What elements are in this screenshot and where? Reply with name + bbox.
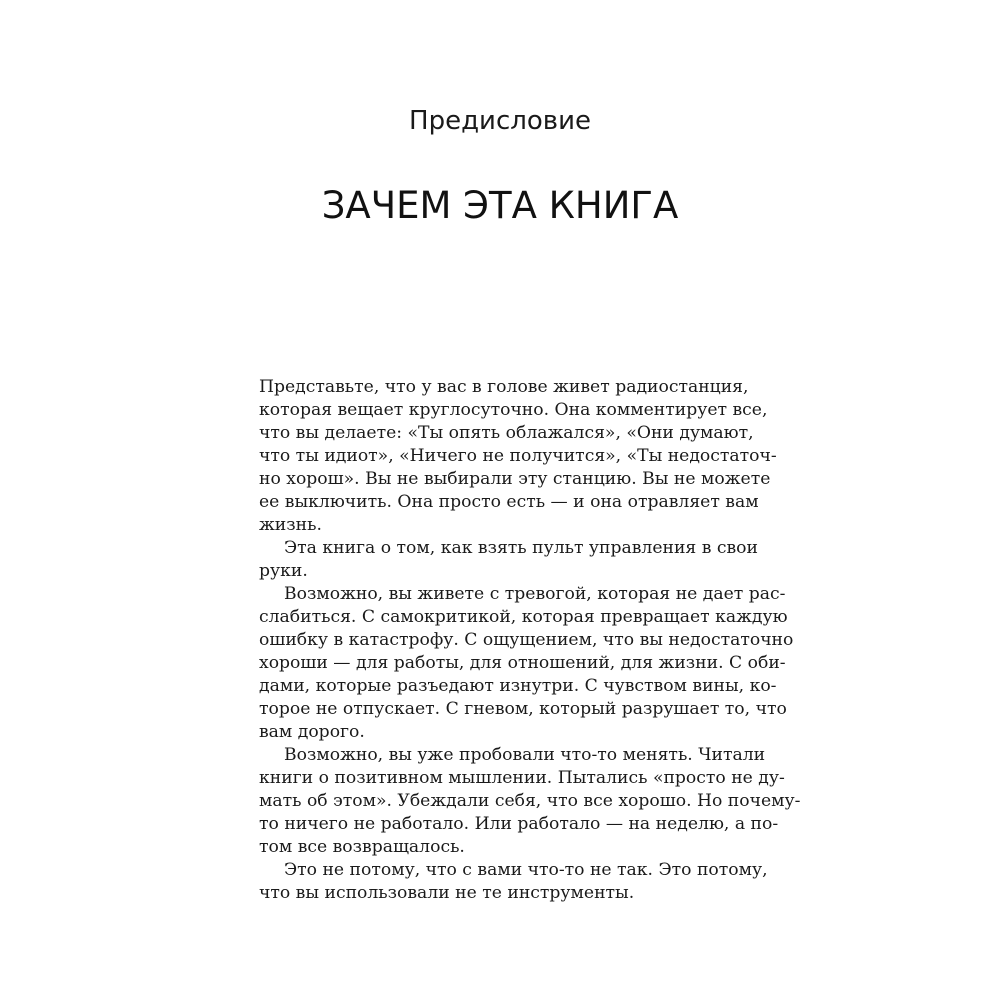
text-line: мать об этом». Убеждали себя, что все хорошо. Но почему- [259,791,801,811]
text-line: дами, которые разъедают изнутри. С чувством вины, ко- [259,676,777,696]
text-line: что вы использовали не те инструменты. [259,883,635,903]
chapter-title: ЗАЧЕМ ЭТА КНИГА [321,184,679,227]
text-line: Представьте, что у вас в голове живет радиостанция, [259,377,749,397]
text-line: Эта книга о том, как взять пульт управления в свои [284,538,758,558]
text-line: руки. [259,561,308,581]
text-line: Возможно, вы живете с тревогой, которая не дает рас- [284,584,786,604]
text-line: но хорош». Вы не выбирали эту станцию. Вы не можете [259,469,771,489]
text-line: Возможно, вы уже пробовали что-то менять. Читали [284,745,766,765]
text-line: Это не потому, что с вами что-то не так. Это потому, [284,860,768,880]
text-line: вам дорого. [259,722,365,742]
section-label: Предисловие [409,106,591,136]
text-line: жизнь. [259,515,322,535]
text-line: слабиться. С самокритикой, которая превращает каждую [259,607,788,627]
text-line: что вы делаете: «Ты опять облажался», «Они думают, [259,423,754,443]
body-text [259,376,801,905]
text-line: книги о позитивном мышлении. Пытались «просто не ду- [259,768,785,788]
text-line: ее выключить. Она просто есть — и она отравляет вам [259,492,759,512]
text-line: том все возвращалось. [259,837,465,857]
text-line: ошибку в катастрофу. С ощущением, что вы недостаточно [259,630,794,650]
text-line: что ты идиот», «Ничего не получится», «Ты недостаточ- [259,446,777,466]
text-line: которая вещает круглосуточно. Она комментирует все, [259,400,768,420]
text-line: то ничего не работало. Или работало — на неделю, а по- [259,814,779,834]
text-line: хороши — для работы, для отношений, для жизни. С оби- [259,653,786,673]
text-line: торое не отпускает. С гневом, который разрушает то, что [259,699,787,719]
